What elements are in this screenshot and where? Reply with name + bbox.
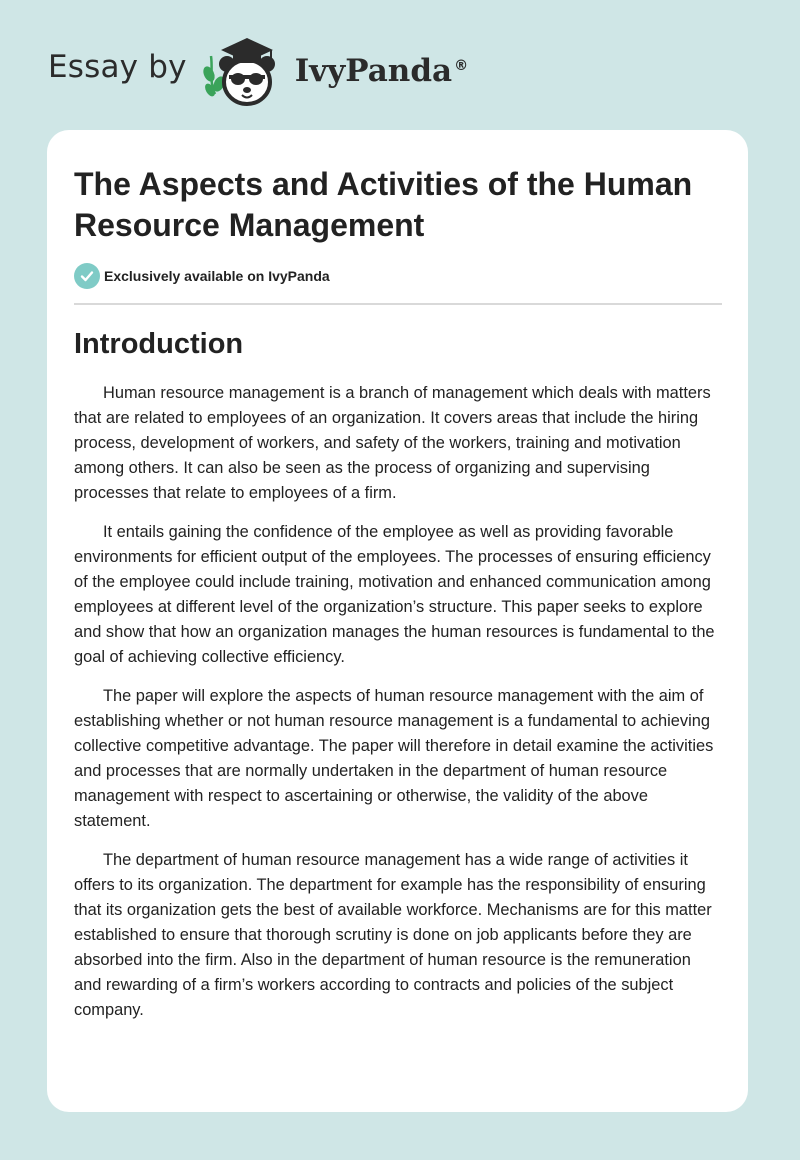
brand-name: IvyPanda ®	[294, 53, 469, 89]
site-logo[interactable]	[48, 30, 468, 110]
paragraph-2: It entails gaining the confidence of the employee as well as providing favorable environments for efficient output of the employees. The processes of ensuring efficiency of the employee could include training, motivation and enhanced communication among employees at different level of the organization’s structure. This paper seeks to explore and show that how an organization manages the human resources is fundamental to the goal of achieving collective efficiency.	[74, 523, 715, 666]
brand-prefix: Essay by	[48, 49, 187, 85]
essay-card	[47, 130, 748, 1112]
paragraph-1: Human resource management is a branch of management which deals with matters that are related to employees of an organization. It covers areas that include the hiring process, development of workers, and safety of the workers, training and motivation among others. It can also be seen as the process of organizing and supervising processes that relate to employees of a firm.	[74, 384, 711, 502]
badge-text: Exclusively available on IvyPanda	[104, 268, 330, 284]
paragraph-4: The department of human resource management has a wide range of activities it offers to its organization. The department for example has the responsibility of ensuring that its organization gets the best of available workforce. Mechanisms are for this matter established to ensure that thorough scrutiny is done on job applicants before they are absorbed into the firm. Also in the department of human resource is the remuneration and rewarding of a firm’s workers according to contracts and policies of the subject company.	[74, 851, 712, 1019]
page-title: The Aspects and Activities of the Human Resource Management	[74, 166, 693, 243]
section-heading: Introduction	[74, 328, 244, 360]
paragraph-3: The paper will explore the aspects of human resource management with the aim of establishing whether or not human resource management is a fundamental to achieving collective competitive advantage. The paper will therefore in detail examine the activities and processes that are normally undertaken in the department of human resource management with respect to ascertaining or otherwise, the validity of the above statement.	[74, 687, 714, 830]
check-icon	[74, 263, 100, 289]
panda-graduate-logo-icon	[201, 30, 291, 110]
exclusive-badge	[74, 263, 722, 305]
registered-mark: ®	[454, 57, 469, 74]
